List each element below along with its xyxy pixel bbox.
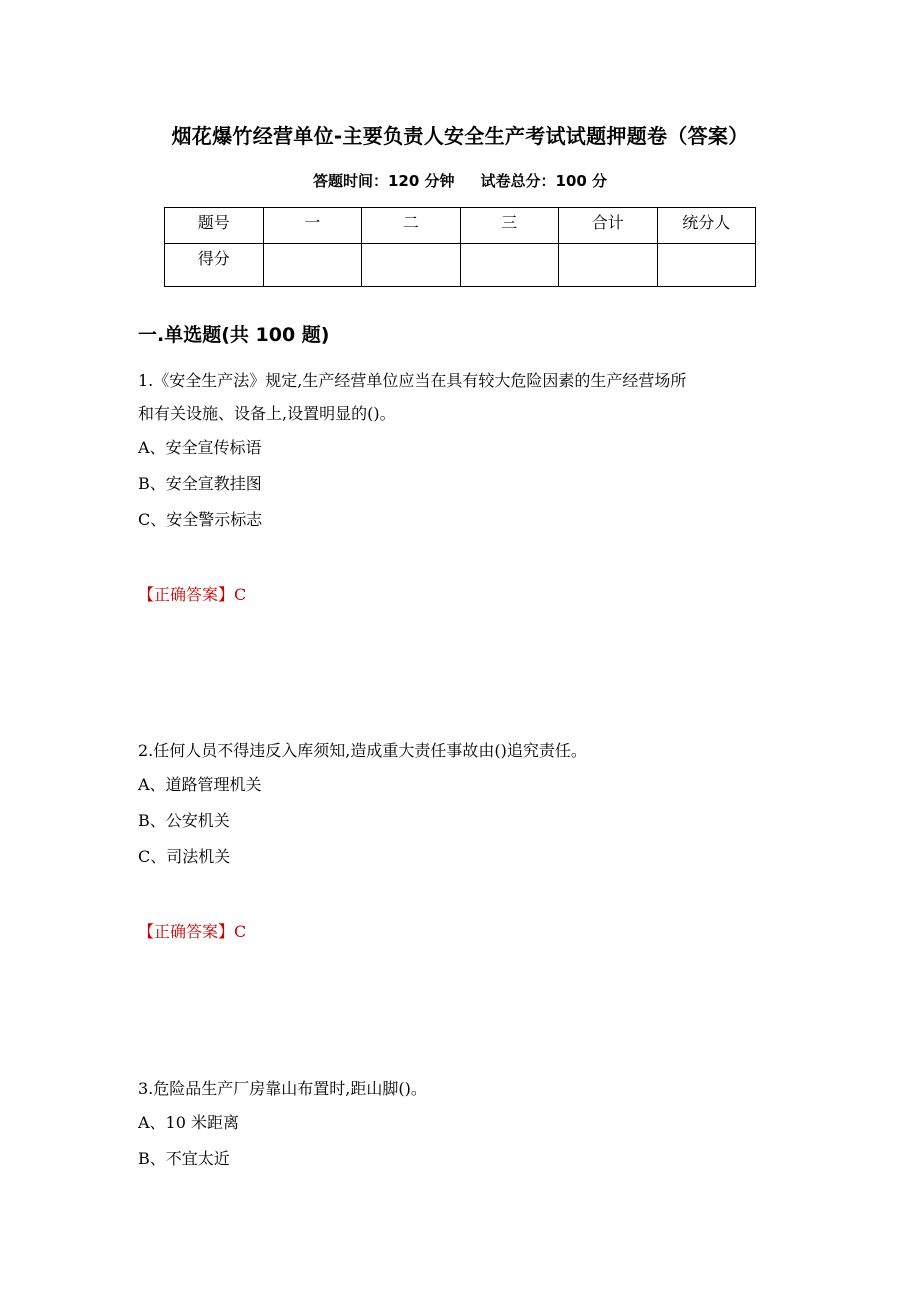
score-cell (263, 244, 362, 287)
score-table-header-cell: 二 (362, 208, 461, 244)
score-row-label: 得分 (165, 244, 264, 287)
score-table-header-cell: 合计 (559, 208, 658, 244)
score-table-header-cell: 一 (263, 208, 362, 244)
score-cell (460, 244, 559, 287)
score-cell (559, 244, 658, 287)
question-option: C、司法机关 (138, 847, 231, 866)
question-2 (138, 734, 798, 875)
exam-meta (0, 168, 920, 194)
question-option: B、不宜太近 (138, 1149, 230, 1168)
score-table (164, 207, 756, 287)
score-table-score-row (165, 244, 756, 287)
question-option: A、道路管理机关 (138, 775, 262, 794)
question-3 (138, 1072, 798, 1177)
document-title: 烟花爆竹经营单位-主要负责人安全生产考试试题押题卷（答案） (171, 124, 749, 148)
question-stem: 和有关设施、设备上,设置明显的()。 (138, 404, 396, 423)
question-stem: 3.危险品生产厂房靠山布置时,距山脚()。 (138, 1079, 427, 1098)
score-table-header-row (165, 208, 756, 244)
correct-answer: 【正确答案】C (138, 922, 247, 941)
question-option: B、安全宣教挂图 (138, 474, 262, 493)
score-cell (362, 244, 461, 287)
question-stem: 1.《安全生产法》规定,生产经营单位应当在具有较大危险因素的生产经营场所 (138, 371, 687, 390)
question-option: A、安全宣传标语 (138, 438, 262, 457)
exam-time: 答题时间：120 分钟 (312, 172, 455, 190)
exam-total-score: 试卷总分：100 分 (480, 172, 608, 190)
question-option: C、安全警示标志 (138, 510, 263, 529)
score-table-header-cell: 题号 (165, 208, 264, 244)
score-table-header-cell: 统分人 (657, 208, 756, 244)
question-1 (138, 364, 798, 538)
question-option: A、10 米距离 (138, 1113, 240, 1132)
score-table-header-cell: 三 (460, 208, 559, 244)
question-option: B、公安机关 (138, 811, 230, 830)
question-stem: 2.任何人员不得违反入库须知,造成重大责任事故由()追究责任。 (138, 741, 587, 760)
section-title: 一.单选题(共 100 题) (138, 324, 330, 346)
score-cell (657, 244, 756, 287)
correct-answer: 【正确答案】C (138, 585, 247, 604)
